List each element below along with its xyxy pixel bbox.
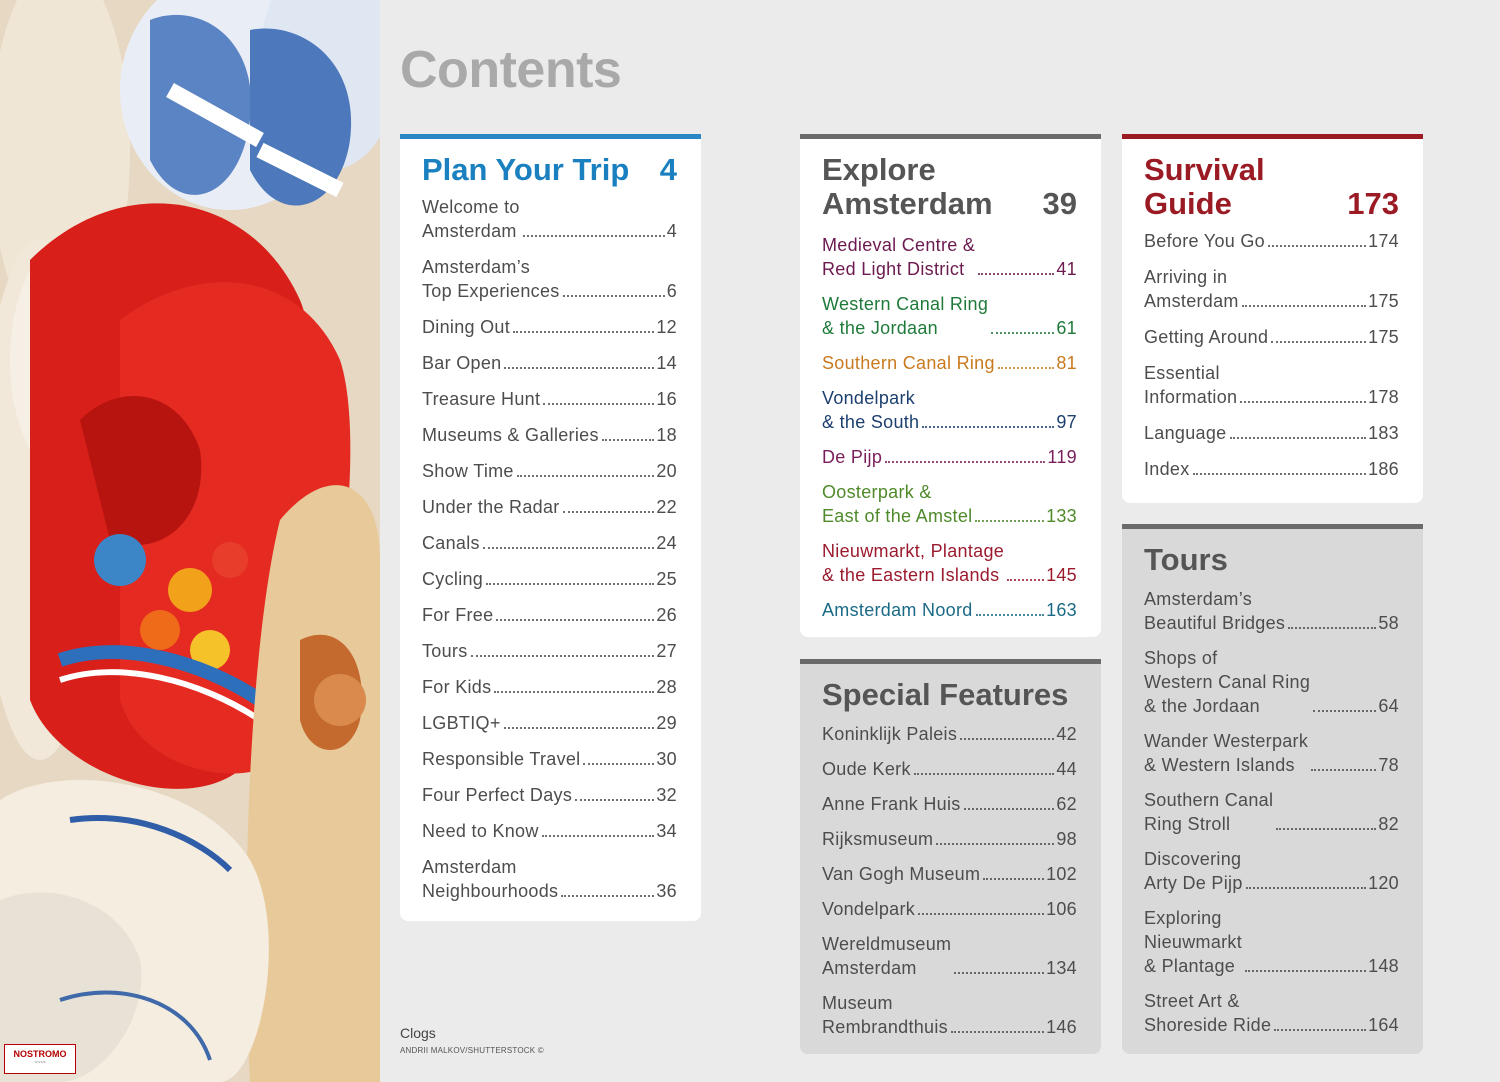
special-features-section <box>800 659 1101 1054</box>
toc-entry[interactable] <box>422 459 677 483</box>
toc-entry-title: Vondelpark <box>822 899 916 919</box>
toc-entry[interactable] <box>422 639 677 663</box>
toc-entry-page: 26 <box>656 605 677 625</box>
toc-entry[interactable] <box>422 495 677 519</box>
toc-entry[interactable] <box>822 932 1077 980</box>
toc-entry[interactable] <box>1144 421 1399 445</box>
toc-entry[interactable] <box>822 598 1077 622</box>
section-page-number: 173 <box>1347 186 1399 221</box>
toc-entry-title: Before You Go <box>1144 231 1265 251</box>
toc-entry-page: 34 <box>656 821 677 841</box>
toc-entry-title: Koninklijk Paleis <box>822 724 958 744</box>
toc-entry-page: 98 <box>1056 829 1077 849</box>
dot-leader <box>1271 341 1366 343</box>
toc-entry-page: 163 <box>1046 600 1077 620</box>
dot-leader <box>1245 970 1366 972</box>
toc-entry-title: Wander Westerpark & Western Islands <box>1144 731 1309 775</box>
entry-list <box>822 233 1077 622</box>
toc-entry-page: 186 <box>1368 459 1399 479</box>
clogs-photo <box>0 0 380 1082</box>
dot-leader <box>1288 627 1376 629</box>
dot-leader <box>885 461 1045 463</box>
dot-leader <box>1274 1029 1366 1031</box>
toc-entry-title: Street Art & Shoreside Ride <box>1144 991 1272 1035</box>
toc-entry-page: 18 <box>656 425 677 445</box>
plan-your-trip-section <box>400 134 701 921</box>
section-page-number: 39 <box>1042 186 1077 221</box>
toc-entry[interactable] <box>822 292 1077 340</box>
toc-entry[interactable] <box>822 233 1077 281</box>
toc-entry-title: Essential Information <box>1144 363 1238 407</box>
dot-leader <box>486 583 654 585</box>
toc-entry-title: Bar Open <box>422 353 502 373</box>
toc-entry[interactable] <box>1144 361 1399 409</box>
entry-list <box>1144 587 1399 1037</box>
toc-entry-title: Getting Around <box>1144 327 1269 347</box>
entry-list <box>422 195 677 903</box>
toc-entry-title: Four Perfect Days <box>422 785 573 805</box>
toc-entry-title: Dining Out <box>422 317 511 337</box>
toc-entry-title: Language <box>1144 423 1227 443</box>
toc-entry-page: 28 <box>656 677 677 697</box>
toc-entry-title: Cycling <box>422 569 484 589</box>
toc-entry[interactable] <box>822 445 1077 469</box>
toc-entry-page: 106 <box>1046 899 1077 919</box>
dot-leader <box>563 511 655 513</box>
toc-entry-title: Arriving in Amsterdam <box>1144 267 1239 311</box>
dot-leader <box>602 439 655 441</box>
toc-entry-page: 16 <box>656 389 677 409</box>
dot-leader <box>964 808 1055 810</box>
toc-entry-page: 22 <box>656 497 677 517</box>
toc-entry-title: Amsterdam’s Top Experiences <box>422 257 560 301</box>
toc-entry[interactable] <box>1144 325 1399 349</box>
section-page-number: 4 <box>659 152 677 187</box>
section-header <box>1144 543 1399 577</box>
toc-entry-title: Index <box>1144 459 1190 479</box>
toc-entry[interactable] <box>1144 788 1399 836</box>
toc-entry-page: 64 <box>1378 696 1399 716</box>
toc-entry-title: Anne Frank Huis <box>822 794 961 814</box>
toc-entry-title: Tours <box>422 641 468 661</box>
dot-leader <box>496 619 654 621</box>
toc-entry-page: 25 <box>656 569 677 589</box>
dot-leader <box>954 972 1044 974</box>
dot-leader <box>951 1031 1044 1033</box>
toc-entry[interactable] <box>1144 229 1399 253</box>
toc-entry[interactable] <box>822 897 1077 921</box>
toc-entry-page: 120 <box>1368 873 1399 893</box>
section-title: Special Features <box>822 677 1069 712</box>
entry-list <box>822 722 1077 1039</box>
toc-entry[interactable] <box>422 195 677 243</box>
entry-list <box>1144 229 1399 481</box>
toc-entry-title: Shops of Western Canal Ring & the Jordaan <box>1144 648 1311 716</box>
section-header <box>822 153 1077 221</box>
toc-entry[interactable] <box>1144 587 1399 635</box>
toc-entry-page: 24 <box>656 533 677 553</box>
toc-entry-page: 146 <box>1046 1017 1077 1037</box>
toc-entry-title: For Kids <box>422 677 492 697</box>
toc-entry-page: 82 <box>1378 814 1399 834</box>
toc-entry-page: 62 <box>1056 794 1077 814</box>
dot-leader <box>975 520 1044 522</box>
toc-entry[interactable] <box>822 862 1077 886</box>
toc-entry-page: 175 <box>1368 291 1399 311</box>
dot-leader <box>543 403 654 405</box>
page-title: Contents <box>400 41 622 99</box>
toc-entry-page: 20 <box>656 461 677 481</box>
toc-entry-title: Need to Know <box>422 821 539 841</box>
toc-entry-title: Oude Kerk <box>822 759 911 779</box>
toc-entry[interactable] <box>422 531 677 555</box>
toc-entry[interactable] <box>1144 906 1399 978</box>
toc-entry-title: Treasure Hunt <box>422 389 541 409</box>
toc-entry-page: 134 <box>1046 958 1077 978</box>
explore-amsterdam-section <box>800 134 1101 637</box>
toc-entry-page: 145 <box>1046 565 1077 585</box>
toc-entry-page: 81 <box>1056 353 1077 373</box>
toc-entry[interactable] <box>822 722 1077 746</box>
dot-leader <box>1242 305 1366 307</box>
dot-leader <box>918 913 1044 915</box>
dot-leader <box>494 691 654 693</box>
toc-entry-title: Van Gogh Museum <box>822 864 981 884</box>
section-header <box>422 153 677 187</box>
dot-leader <box>504 727 655 729</box>
toc-entry[interactable] <box>822 386 1077 434</box>
photo-caption: Clogs <box>400 1025 436 1041</box>
section-header <box>1144 153 1399 221</box>
toc-entry-page: 44 <box>1056 759 1077 779</box>
toc-entry[interactable] <box>422 819 677 843</box>
toc-entry-title: Medieval Centre & Red Light District <box>822 235 976 279</box>
toc-entry-title: Southern Canal Ring <box>822 353 995 373</box>
toc-entry[interactable] <box>822 991 1077 1039</box>
toc-entry[interactable] <box>422 255 677 303</box>
toc-entry-title: Show Time <box>422 461 514 481</box>
toc-entry-title: For Free <box>422 605 494 625</box>
dot-leader <box>471 655 655 657</box>
toc-entry-page: 27 <box>656 641 677 661</box>
dot-leader <box>1311 769 1376 771</box>
toc-entry[interactable] <box>422 423 677 447</box>
toc-entry-title: Responsible Travel <box>422 749 581 769</box>
toc-entry-title: Nieuwmarkt, Plantage & the Eastern Islands <box>822 541 1005 585</box>
dot-leader <box>517 475 655 477</box>
dot-leader <box>513 331 654 333</box>
toc-entry-title: Under the Radar <box>422 497 560 517</box>
dot-leader <box>978 273 1054 275</box>
dot-leader <box>542 835 655 837</box>
toc-entry[interactable] <box>1144 265 1399 313</box>
survival-guide-section <box>1122 134 1423 503</box>
toc-entry-page: 6 <box>666 281 677 301</box>
toc-entry-title: LGBTIQ+ <box>422 713 501 733</box>
dot-leader <box>1240 401 1366 403</box>
section-header <box>822 678 1077 712</box>
dot-leader <box>976 614 1045 616</box>
toc-entry-page: 102 <box>1046 864 1077 884</box>
toc-entry-title: Canals <box>422 533 480 553</box>
dot-leader <box>983 878 1044 880</box>
dot-leader <box>960 738 1054 740</box>
section-title: Plan Your Trip <box>422 152 630 187</box>
publisher-stamp: NOSTROMO ~~~~ <box>4 1044 76 1074</box>
toc-entry[interactable] <box>422 567 677 591</box>
toc-entry[interactable] <box>422 603 677 627</box>
toc-entry-title: Southern Canal Ring Stroll <box>1144 790 1274 834</box>
toc-entry[interactable] <box>822 480 1077 528</box>
dot-leader <box>1268 245 1366 247</box>
photo-credit: ANDRII MALKOV/SHUTTERSTOCK © <box>400 1046 544 1055</box>
toc-entry-page: 29 <box>656 713 677 733</box>
toc-entry-title: Amsterdam Noord <box>822 600 973 620</box>
section-title: Tours <box>1144 542 1228 577</box>
toc-entry-title: Rijksmuseum <box>822 829 934 849</box>
dot-leader <box>523 235 665 237</box>
toc-entry-page: 164 <box>1368 1015 1399 1035</box>
toc-entry[interactable] <box>822 757 1077 781</box>
toc-entry[interactable] <box>822 792 1077 816</box>
toc-entry[interactable] <box>422 747 677 771</box>
toc-entry-page: 78 <box>1378 755 1399 775</box>
toc-entry-page: 58 <box>1378 613 1399 633</box>
dot-leader <box>914 773 1055 775</box>
dot-leader <box>998 367 1055 369</box>
dot-leader <box>1276 828 1376 830</box>
toc-entry-title: Amsterdam’s Beautiful Bridges <box>1144 589 1286 633</box>
toc-entry[interactable] <box>1144 457 1399 481</box>
toc-entry[interactable] <box>422 855 677 903</box>
toc-entry[interactable] <box>1144 847 1399 895</box>
dot-leader <box>1007 579 1044 581</box>
toc-entry-title: Wereldmuseum Amsterdam <box>822 934 952 978</box>
toc-entry-page: 183 <box>1368 423 1399 443</box>
dot-leader <box>583 763 654 765</box>
toc-entry-title: Vondelpark & the South <box>822 388 920 432</box>
section-title: Explore Amsterdam <box>822 152 993 221</box>
dot-leader <box>563 295 665 297</box>
dot-leader <box>1230 437 1367 439</box>
toc-entry[interactable] <box>822 539 1077 587</box>
tours-section <box>1122 524 1423 1054</box>
toc-entry-page: 133 <box>1046 506 1077 526</box>
toc-entry-page: 61 <box>1056 318 1077 338</box>
toc-entry-page: 30 <box>656 749 677 769</box>
toc-entry-page: 97 <box>1056 412 1077 432</box>
toc-entry-page: 178 <box>1368 387 1399 407</box>
toc-entry[interactable] <box>1144 646 1399 718</box>
dot-leader <box>991 332 1054 334</box>
toc-entry[interactable] <box>422 315 677 339</box>
toc-entry-title: Museum Rembrandthuis <box>822 993 948 1037</box>
dot-leader <box>504 367 654 369</box>
toc-entry-title: Amsterdam Neighbourhoods <box>422 857 559 901</box>
toc-entry-page: 14 <box>656 353 677 373</box>
toc-entry[interactable] <box>1144 989 1399 1037</box>
dot-leader <box>483 547 655 549</box>
dot-leader <box>922 426 1054 428</box>
toc-entry[interactable] <box>422 387 677 411</box>
section-title: Survival Guide <box>1144 152 1265 221</box>
toc-entry-page: 4 <box>666 221 677 241</box>
toc-entry-page: 42 <box>1056 724 1077 744</box>
toc-entry-title: Museums & Galleries <box>422 425 599 445</box>
toc-entry-title: Discovering Arty De Pijp <box>1144 849 1243 893</box>
toc-entry[interactable] <box>422 675 677 699</box>
toc-entry-title: Western Canal Ring & the Jordaan <box>822 294 989 338</box>
toc-entry-title: De Pijp <box>822 447 883 467</box>
toc-entry[interactable] <box>422 783 677 807</box>
dot-leader <box>575 799 654 801</box>
dot-leader <box>561 895 654 897</box>
toc-entry[interactable] <box>1144 729 1399 777</box>
toc-entry[interactable] <box>422 711 677 735</box>
toc-entry-page: 41 <box>1056 259 1077 279</box>
dot-leader <box>936 843 1054 845</box>
toc-entry-title: Oosterpark & East of the Amstel <box>822 482 973 526</box>
toc-entry-page: 174 <box>1368 231 1399 251</box>
toc-entry-title: Welcome to Amsterdam <box>422 197 520 241</box>
toc-entry-page: 119 <box>1047 447 1077 467</box>
toc-entry-page: 148 <box>1368 956 1399 976</box>
dot-leader <box>1193 473 1367 475</box>
toc-entry-title: Exploring Nieuwmarkt & Plantage <box>1144 908 1243 976</box>
toc-entry[interactable] <box>822 351 1077 375</box>
toc-entry-page: 36 <box>656 881 677 901</box>
dot-leader <box>1246 887 1366 889</box>
toc-entry-page: 12 <box>656 317 677 337</box>
toc-entry[interactable] <box>422 351 677 375</box>
dot-leader <box>1313 710 1376 712</box>
toc-entry-page: 32 <box>656 785 677 805</box>
toc-entry-page: 175 <box>1368 327 1399 347</box>
toc-entry[interactable] <box>822 827 1077 851</box>
